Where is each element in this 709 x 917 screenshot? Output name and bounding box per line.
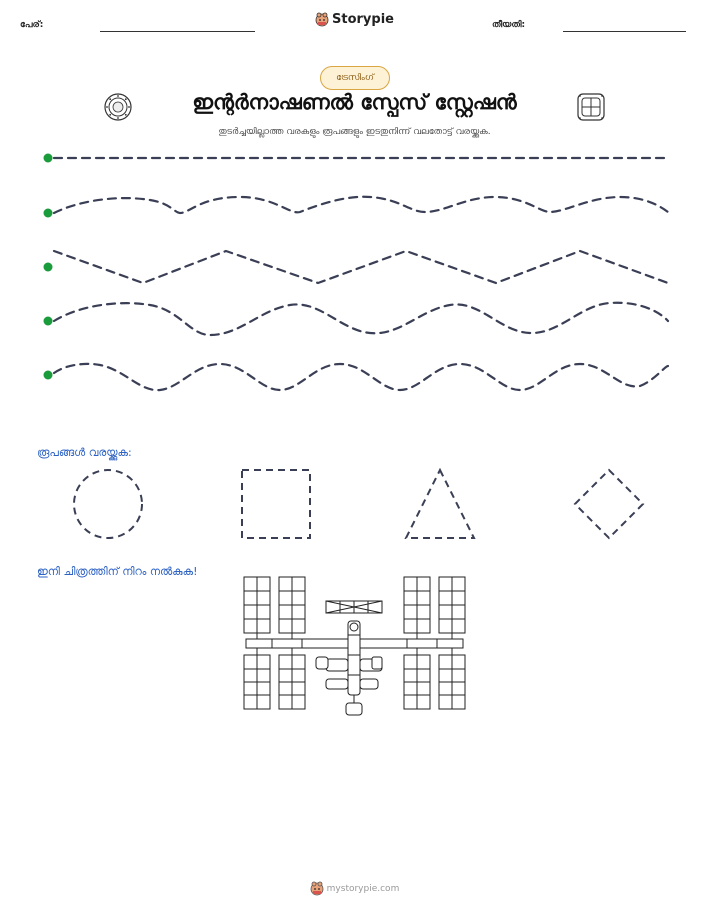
date-field[interactable] — [563, 31, 686, 32]
footer — [0, 881, 709, 898]
start-dot — [44, 209, 53, 218]
date-label: തീയതി: — [492, 20, 526, 30]
side-module — [326, 659, 348, 671]
tracing-line-wave-3 — [54, 364, 668, 390]
start-dot — [44, 263, 53, 272]
trace-circle — [74, 470, 142, 538]
trace-diamond — [575, 470, 643, 538]
solar-panel — [244, 577, 270, 633]
window-icon — [577, 93, 605, 125]
start-dot — [44, 371, 53, 380]
tracing-lines — [0, 140, 709, 400]
start-dot — [44, 154, 53, 163]
instructions: തുടർച്ചയില്ലാത്ത വരകളും രൂപങ്ങളും ഇടതുനിന്ന് വലതോട്ട് വരയ്ക്കുക. — [218, 127, 491, 137]
page-title: ഇന്റർനാഷണൽ സ്പേസ് സ്റ്റേഷൻ — [192, 90, 517, 114]
side-module — [360, 679, 378, 689]
coloring-heading: ഇനി ചിത്രത്തിന് നിറം നൽകുക! — [37, 565, 198, 578]
trace-triangle — [406, 470, 474, 538]
tracing-badge: ട്രേസിംഗ് — [320, 66, 390, 90]
storypie-logo-icon — [310, 881, 324, 898]
name-label: പേര്: — [20, 20, 44, 30]
brand-name: Storypie — [332, 12, 394, 27]
side-module — [326, 679, 348, 689]
solar-panel — [404, 655, 430, 709]
name-field[interactable] — [100, 31, 255, 32]
brand — [0, 12, 709, 30]
central-module — [348, 621, 360, 695]
solar-panel — [404, 577, 430, 633]
shapes-row — [0, 462, 709, 552]
solar-panel — [439, 655, 465, 709]
tracing-line-zigzag — [54, 251, 668, 283]
solar-panel — [279, 577, 305, 633]
trace-square — [242, 470, 310, 538]
solar-panel — [244, 655, 270, 709]
shapes-heading: രൂപങ്ങൾ വരയ്ക്കുക: — [37, 446, 132, 459]
storypie-logo-icon — [315, 12, 329, 30]
tracing-line-wave-1 — [54, 197, 668, 213]
solar-panel — [439, 577, 465, 633]
solar-panel — [279, 655, 305, 709]
tracing-line-wave-2 — [54, 303, 668, 335]
footer-link[interactable]: mystorypie.com — [326, 884, 400, 894]
space-station-image — [242, 575, 467, 720]
start-dot — [44, 317, 53, 326]
